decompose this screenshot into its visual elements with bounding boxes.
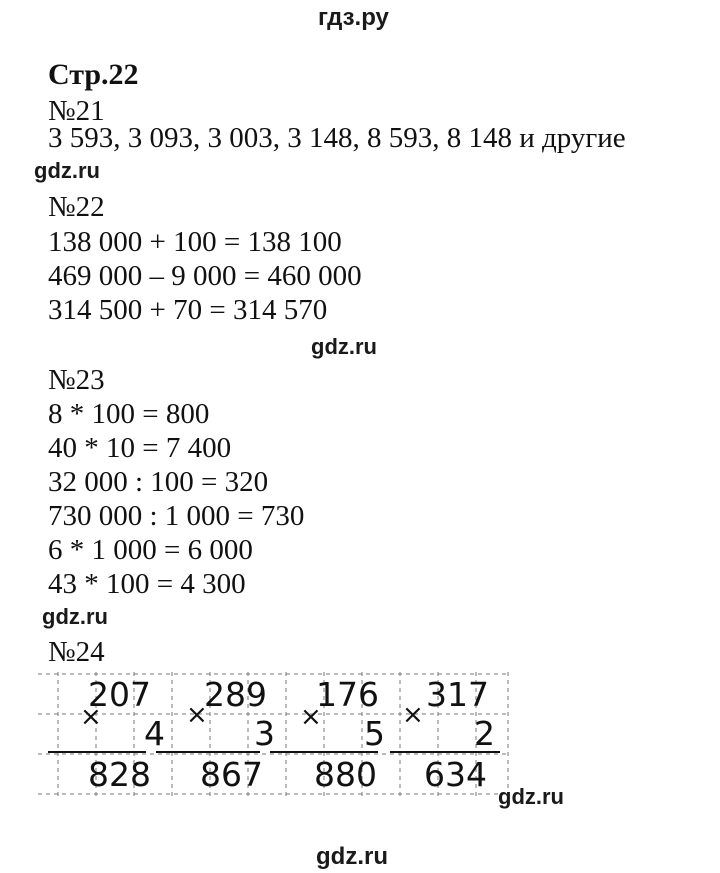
multiply-sign: × bbox=[300, 702, 322, 732]
watermark-bottom: gdz.ru bbox=[316, 843, 388, 870]
multiplier: 3 bbox=[254, 714, 275, 753]
multiplicand: 317 bbox=[426, 675, 489, 714]
multiplier: 2 bbox=[474, 714, 495, 753]
task-23-line: 40 * 10 = 7 400 bbox=[48, 432, 232, 464]
multiplier: 5 bbox=[364, 714, 385, 753]
watermark: gdz.ru bbox=[498, 784, 564, 809]
task-23-line: 6 * 1 000 = 6 000 bbox=[48, 534, 253, 566]
task-23-label: №23 bbox=[48, 364, 105, 396]
task-23-line: 730 000 : 1 000 = 730 bbox=[48, 500, 305, 532]
multiplicand: 289 bbox=[204, 675, 267, 714]
task-22-line: 138 000 + 100 = 138 100 bbox=[48, 226, 342, 258]
task-22-line: 314 500 + 70 = 314 570 bbox=[48, 294, 328, 326]
multiply-sign: × bbox=[402, 700, 424, 730]
watermark: gdz.ru bbox=[42, 604, 108, 629]
product: 867 bbox=[200, 755, 263, 794]
task-22-label: №22 bbox=[48, 191, 105, 223]
task-23-line: 8 * 100 = 800 bbox=[48, 398, 210, 430]
task-21-label: №21 bbox=[48, 95, 105, 127]
task-22-line: 469 000 – 9 000 = 460 000 bbox=[48, 260, 362, 292]
multiplier: 4 bbox=[144, 714, 165, 753]
multiplicand: 207 bbox=[88, 675, 151, 714]
product: 880 bbox=[314, 755, 377, 794]
watermark-top: гдз.ру bbox=[318, 4, 389, 31]
watermark: gdz.ru bbox=[311, 334, 377, 359]
multiply-sign: × bbox=[186, 700, 208, 730]
task-23-line: 32 000 : 100 = 320 bbox=[48, 466, 269, 498]
task-23-line: 43 * 100 = 4 300 bbox=[48, 568, 246, 600]
task-21-line: 3 593, 3 093, 3 003, 3 148, 8 593, 8 148 и другие bbox=[48, 122, 626, 154]
watermark: gdz.ru bbox=[34, 158, 100, 183]
page-title: Стр.22 bbox=[48, 58, 139, 91]
product: 828 bbox=[88, 755, 151, 794]
multiplication-grid bbox=[38, 672, 518, 802]
product: 634 bbox=[424, 755, 487, 794]
multiplicand: 176 bbox=[316, 675, 379, 714]
task-24-label: №24 bbox=[48, 636, 105, 668]
multiply-sign: × bbox=[80, 702, 102, 732]
